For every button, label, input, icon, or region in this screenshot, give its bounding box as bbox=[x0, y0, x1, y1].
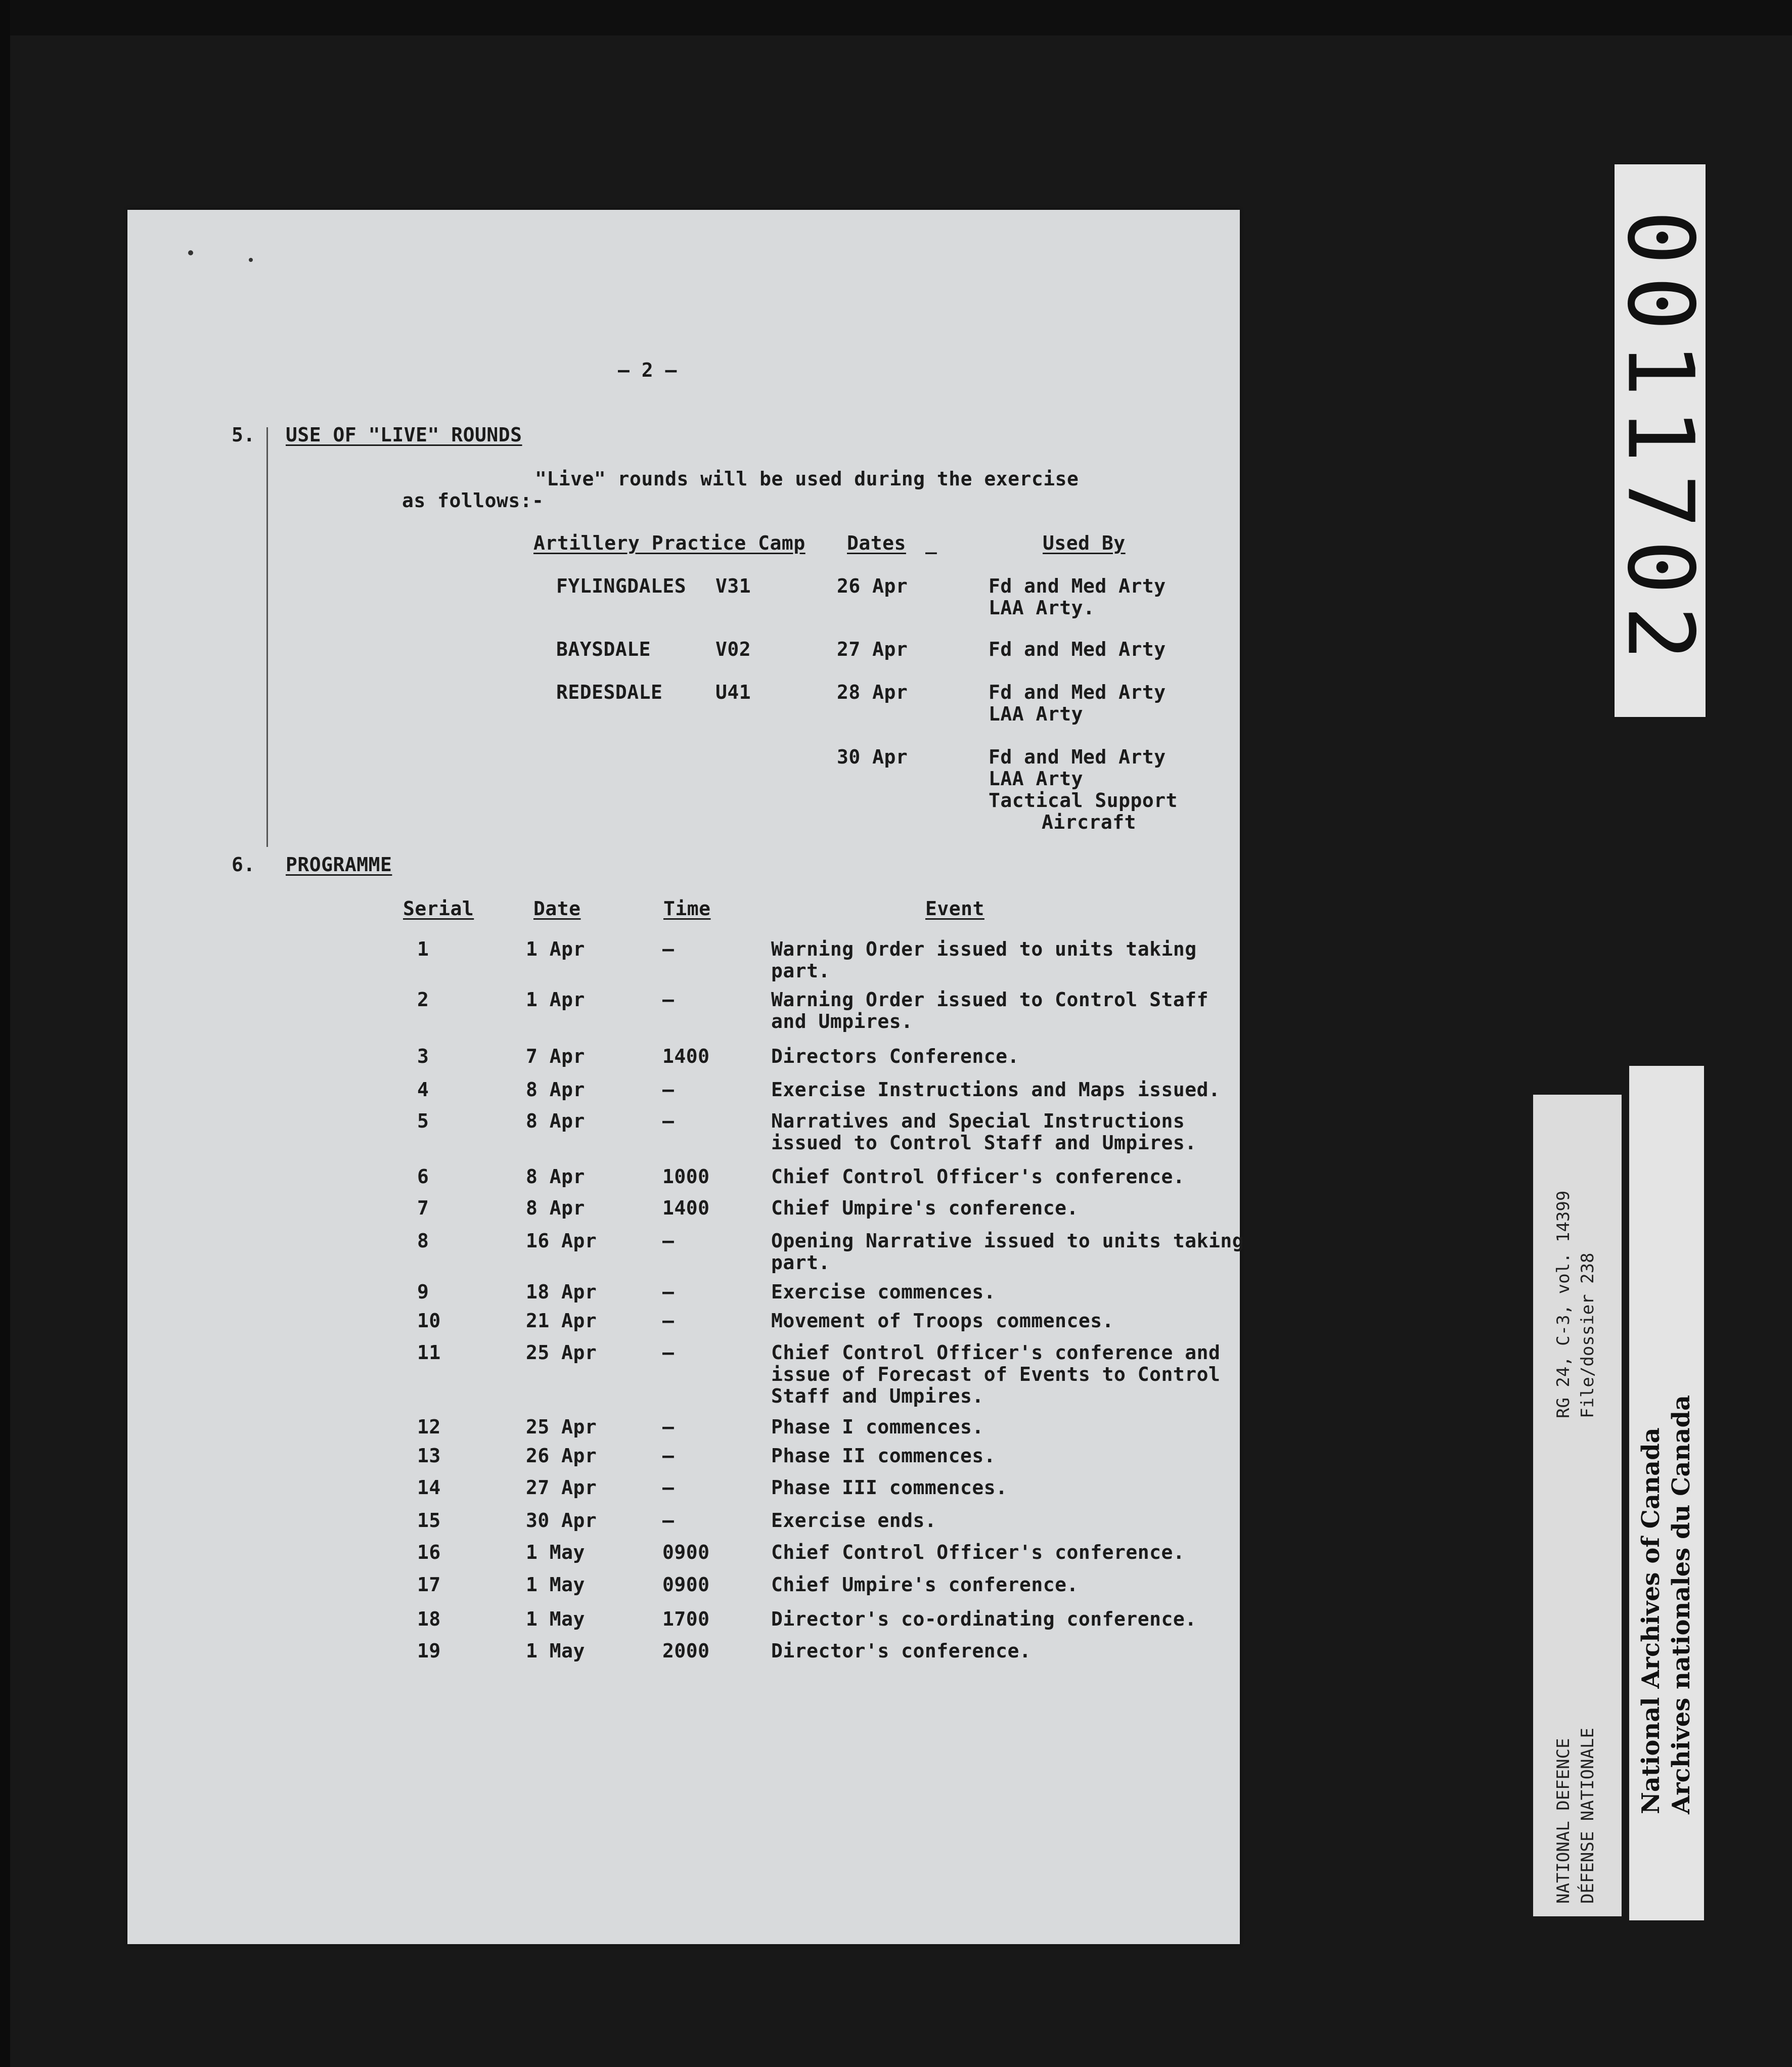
archives-name-en: National Archives of Canada bbox=[1637, 1427, 1665, 1814]
used-by: LAA Arty bbox=[989, 768, 1084, 790]
used-by: Fd and Med Arty bbox=[989, 638, 1166, 660]
serial-cell: 17 bbox=[417, 1574, 441, 1596]
time-cell: — bbox=[662, 1341, 675, 1364]
time-cell: 1400 bbox=[662, 1197, 710, 1219]
serial-cell: 12 bbox=[417, 1416, 441, 1438]
event-cell: Narratives and Special Instructions bbox=[771, 1110, 1185, 1132]
serial-cell: 9 bbox=[417, 1281, 429, 1303]
reference-label bbox=[1533, 1095, 1622, 1916]
frame-number: 0011702 bbox=[1607, 210, 1713, 671]
event-cell: Chief Control Officer's conference and bbox=[771, 1341, 1221, 1364]
serial-cell: 18 bbox=[417, 1608, 441, 1630]
national-defence-en: NATIONAL DEFENCE bbox=[1553, 1738, 1574, 1904]
event-cell: Exercise ends. bbox=[771, 1509, 937, 1532]
event-cell: Exercise commences. bbox=[771, 1281, 996, 1303]
time-cell: — bbox=[662, 1416, 675, 1438]
time-cell: 0900 bbox=[662, 1574, 710, 1596]
date-cell: 26 Apr bbox=[526, 1445, 597, 1467]
serial-cell: 11 bbox=[417, 1341, 441, 1364]
event-cell: Movement of Troops commences. bbox=[771, 1310, 1114, 1332]
archives-name-fr: Archives nationales du Canada bbox=[1667, 1395, 1695, 1814]
used-by: Fd and Med Arty bbox=[989, 575, 1166, 597]
event-cell: Director's co-ordinating conference. bbox=[771, 1608, 1197, 1630]
event-cell: part. bbox=[771, 1251, 830, 1274]
rg-reference-line2: File/dossier 238 bbox=[1578, 1252, 1598, 1418]
frame-number-strip bbox=[1607, 164, 1713, 717]
col-header-used-by: Used By bbox=[1043, 532, 1126, 554]
ink-speck bbox=[188, 250, 193, 255]
event-cell: Chief Control Officer's conference. bbox=[771, 1165, 1185, 1188]
date-cell: 7 Apr bbox=[526, 1045, 585, 1067]
used-by: Fd and Med Arty bbox=[989, 746, 1166, 768]
serial-cell: 2 bbox=[417, 988, 429, 1011]
section-5-number: 5. bbox=[232, 424, 255, 446]
event-cell: Warning Order issued to Control Staff bbox=[771, 988, 1208, 1011]
rg-reference-line1: RG 24, C-3, vol. 14399 bbox=[1553, 1190, 1574, 1418]
used-by: LAA Arty bbox=[989, 703, 1084, 725]
time-cell: 0900 bbox=[662, 1541, 710, 1563]
ink-speck bbox=[249, 258, 253, 262]
film-top-edge bbox=[0, 0, 1792, 35]
time-cell: 1400 bbox=[662, 1045, 710, 1067]
camp-name: BAYSDALE bbox=[556, 638, 651, 660]
event-cell: Staff and Umpires. bbox=[771, 1385, 984, 1407]
serial-cell: 1 bbox=[417, 938, 429, 960]
serial-cell: 7 bbox=[417, 1197, 429, 1219]
camp-name: REDESDALE bbox=[556, 681, 663, 703]
event-cell: Phase I commences. bbox=[771, 1416, 984, 1438]
time-cell: 1000 bbox=[662, 1165, 710, 1188]
event-cell: issued to Control Staff and Umpires. bbox=[771, 1132, 1197, 1154]
section-5-intro-line1: "Live" rounds will be used during the exercise bbox=[535, 468, 1079, 490]
section-5-intro-line2: as follows:- bbox=[402, 489, 544, 512]
event-cell: Chief Umpire's conference. bbox=[771, 1574, 1079, 1596]
time-cell: — bbox=[662, 1079, 675, 1101]
date-cell: 1 Apr bbox=[526, 938, 585, 960]
time-cell: — bbox=[662, 1230, 675, 1252]
event-cell: Director's conference. bbox=[771, 1640, 1032, 1662]
date-cell: 8 Apr bbox=[526, 1110, 585, 1132]
event-cell: Warning Order issued to units taking bbox=[771, 938, 1197, 960]
national-defence-fr: DÉFENSE NATIONALE bbox=[1578, 1728, 1598, 1904]
date-cell: 1 May bbox=[526, 1608, 585, 1630]
col-header-dates: Dates bbox=[847, 532, 906, 554]
camp-date: 26 Apr bbox=[837, 575, 908, 597]
serial-cell: 10 bbox=[417, 1310, 441, 1332]
event-cell: Exercise Instructions and Maps issued. bbox=[771, 1079, 1221, 1101]
serial-cell: 16 bbox=[417, 1541, 441, 1563]
section-5-heading: USE OF "LIVE" ROUNDS bbox=[286, 424, 522, 446]
programme-header-time: Time bbox=[663, 897, 711, 920]
date-cell: 25 Apr bbox=[526, 1341, 597, 1364]
used-by: Aircraft bbox=[1042, 811, 1137, 833]
camp-date: 28 Apr bbox=[837, 681, 908, 703]
date-cell: 21 Apr bbox=[526, 1310, 597, 1332]
time-cell: — bbox=[662, 1476, 675, 1499]
time-cell: — bbox=[662, 1281, 675, 1303]
date-cell: 18 Apr bbox=[526, 1281, 597, 1303]
serial-cell: 5 bbox=[417, 1110, 429, 1132]
time-cell: — bbox=[662, 1310, 675, 1332]
time-cell: — bbox=[662, 1110, 675, 1132]
event-cell: and Umpires. bbox=[771, 1010, 913, 1032]
serial-cell: 14 bbox=[417, 1476, 441, 1499]
date-cell: 27 Apr bbox=[526, 1476, 597, 1499]
camp-ref: V31 bbox=[715, 575, 751, 597]
camp-name: FYLINGDALES bbox=[556, 575, 687, 597]
section-6-heading: PROGRAMME bbox=[286, 853, 392, 876]
event-cell: Directors Conference. bbox=[771, 1045, 1019, 1067]
time-cell: — bbox=[662, 1445, 675, 1467]
programme-header-serial: Serial bbox=[403, 897, 474, 920]
event-cell: Phase II commences. bbox=[771, 1445, 996, 1467]
film-left-edge bbox=[0, 0, 10, 2067]
used-by: LAA Arty. bbox=[989, 597, 1095, 619]
serial-cell: 15 bbox=[417, 1509, 441, 1532]
camp-date: 27 Apr bbox=[837, 638, 908, 660]
serial-cell: 3 bbox=[417, 1045, 429, 1067]
used-by: Tactical Support bbox=[989, 789, 1178, 812]
margin-line bbox=[266, 427, 268, 847]
time-cell: 1700 bbox=[662, 1608, 710, 1630]
serial-cell: 8 bbox=[417, 1230, 429, 1252]
serial-cell: 19 bbox=[417, 1640, 441, 1662]
col-header-dash: _ bbox=[925, 532, 937, 554]
programme-header-date: Date bbox=[533, 897, 581, 920]
event-cell: issue of Forecast of Events to Control bbox=[771, 1363, 1221, 1385]
date-cell: 1 Apr bbox=[526, 988, 585, 1011]
event-cell: Phase III commences. bbox=[771, 1476, 1008, 1499]
col-header-camp: Artillery Practice Camp bbox=[533, 532, 805, 554]
camp-date: 30 Apr bbox=[837, 746, 908, 768]
event-cell: Opening Narrative issued to units taking bbox=[771, 1230, 1244, 1252]
section-6-number: 6. bbox=[232, 853, 255, 876]
used-by: Fd and Med Arty bbox=[989, 681, 1166, 703]
event-cell: Chief Umpire's conference. bbox=[771, 1197, 1079, 1219]
date-cell: 8 Apr bbox=[526, 1079, 585, 1101]
time-cell: — bbox=[662, 938, 675, 960]
date-cell: 30 Apr bbox=[526, 1509, 597, 1532]
time-cell: — bbox=[662, 988, 675, 1011]
event-cell: Chief Control Officer's conference. bbox=[771, 1541, 1185, 1563]
serial-cell: 13 bbox=[417, 1445, 441, 1467]
date-cell: 16 Apr bbox=[526, 1230, 597, 1252]
date-cell: 1 May bbox=[526, 1640, 585, 1662]
date-cell: 1 May bbox=[526, 1574, 585, 1596]
camp-ref: U41 bbox=[715, 681, 751, 703]
date-cell: 1 May bbox=[526, 1541, 585, 1563]
date-cell: 8 Apr bbox=[526, 1165, 585, 1188]
serial-cell: 4 bbox=[417, 1079, 429, 1101]
time-cell: 2000 bbox=[662, 1640, 710, 1662]
event-cell: part. bbox=[771, 960, 830, 982]
camp-ref: V02 bbox=[715, 638, 751, 660]
archives-label bbox=[1629, 1066, 1704, 1920]
serial-cell: 6 bbox=[417, 1165, 429, 1188]
date-cell: 25 Apr bbox=[526, 1416, 597, 1438]
date-cell: 8 Apr bbox=[526, 1197, 585, 1219]
time-cell: — bbox=[662, 1509, 675, 1532]
page-number: — 2 — bbox=[618, 359, 677, 381]
programme-header-event: Event bbox=[925, 897, 984, 920]
